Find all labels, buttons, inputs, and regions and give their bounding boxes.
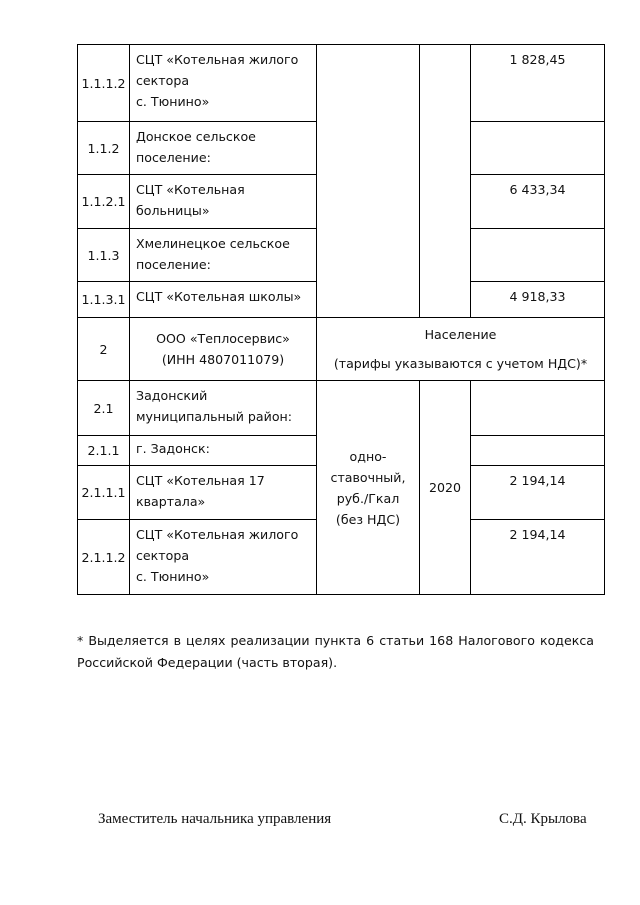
tariff-value (471, 229, 605, 282)
row-name (130, 122, 317, 175)
tariff-value: 2 194,14 (471, 466, 605, 520)
row-name-line: СЦТ «Котельная жилого (136, 52, 299, 67)
empty-cell (420, 45, 471, 318)
row-name-line: Задонский (136, 388, 208, 403)
row-number: 1.1.2.1 (78, 175, 130, 229)
empty-cell (317, 45, 420, 318)
row-name (130, 466, 317, 520)
row-number: 2.1.1.2 (78, 520, 130, 595)
tariff-year: 2020 (420, 381, 471, 595)
tariff-value: 2 194,14 (471, 520, 605, 595)
row-name-line: Донское сельское (136, 129, 256, 144)
row-name-line: г. Задонск: (136, 441, 210, 456)
row-name (130, 229, 317, 282)
row-name-line: с. Тюнино» (136, 94, 210, 109)
row-name-line: СЦТ «Котельная 17 (136, 473, 265, 488)
row-name-line: муниципальный район: (136, 409, 292, 424)
signatory-name: С.Д. Крылова (499, 811, 587, 827)
row-name (130, 45, 317, 122)
organization-cell (130, 318, 317, 381)
table-row (78, 45, 605, 122)
row-number: 2.1 (78, 381, 130, 436)
row-number: 1.1.3.1 (78, 282, 130, 318)
organization-inn: (ИНН 4807011079) (161, 352, 285, 367)
row-name-line: СЦТ «Котельная жилого (136, 527, 299, 542)
tariff-table (77, 44, 605, 595)
row-number: 2.1.1 (78, 436, 130, 466)
table-row (78, 381, 605, 436)
tariff-value (471, 436, 605, 466)
tariff-value: 4 918,33 (471, 282, 605, 318)
row-name-line: Хмелинецкое сельское (136, 236, 290, 251)
row-name (130, 175, 317, 229)
row-name-line: сектора (136, 73, 190, 88)
tariff-value: 6 433,34 (471, 175, 605, 229)
row-name-line: СЦТ «Котельная школы» (136, 289, 302, 304)
tariff-unit-line: ставочный, (330, 469, 406, 485)
tariff-unit-line: руб./Гкал (336, 490, 400, 506)
population-label: Население (424, 327, 497, 342)
row-number: 1.1.3 (78, 229, 130, 282)
tariff-unit (317, 381, 420, 595)
table-row (78, 318, 605, 381)
row-number: 2 (78, 318, 130, 381)
tariff-unit-line: одно- (349, 448, 387, 464)
row-name (130, 520, 317, 595)
population-header (317, 318, 605, 381)
row-name (130, 436, 317, 466)
tariff-value (471, 381, 605, 436)
signatory-title: Заместитель начальника управления (98, 811, 332, 827)
tariff-value (471, 122, 605, 175)
row-name-line: с. Тюнино» (136, 569, 210, 584)
row-name-line: больницы» (136, 203, 210, 218)
row-name-line: СЦТ «Котельная (136, 182, 245, 197)
row-name-line: поселение: (136, 150, 211, 165)
row-name-line: поселение: (136, 257, 211, 272)
row-number: 1.1.2 (78, 122, 130, 175)
vat-note: (тарифы указываются с учетом НДС)* (333, 356, 588, 371)
organization-name: ООО «Теплосервис» (156, 331, 290, 346)
row-number: 1.1.1.2 (78, 45, 130, 122)
row-name-line: сектора (136, 548, 190, 563)
footnote: * Выделяется в целях реализации пункта 6 статьи 168 Налогового кодекса Российской Федерации (часть вторая). (77, 633, 594, 670)
row-number: 2.1.1.1 (78, 466, 130, 520)
tariff-unit-line: (без НДС) (335, 511, 401, 527)
row-name (130, 282, 317, 318)
row-name-line: квартала» (136, 494, 206, 509)
tariff-value: 1 828,45 (471, 45, 605, 122)
row-name (130, 381, 317, 436)
